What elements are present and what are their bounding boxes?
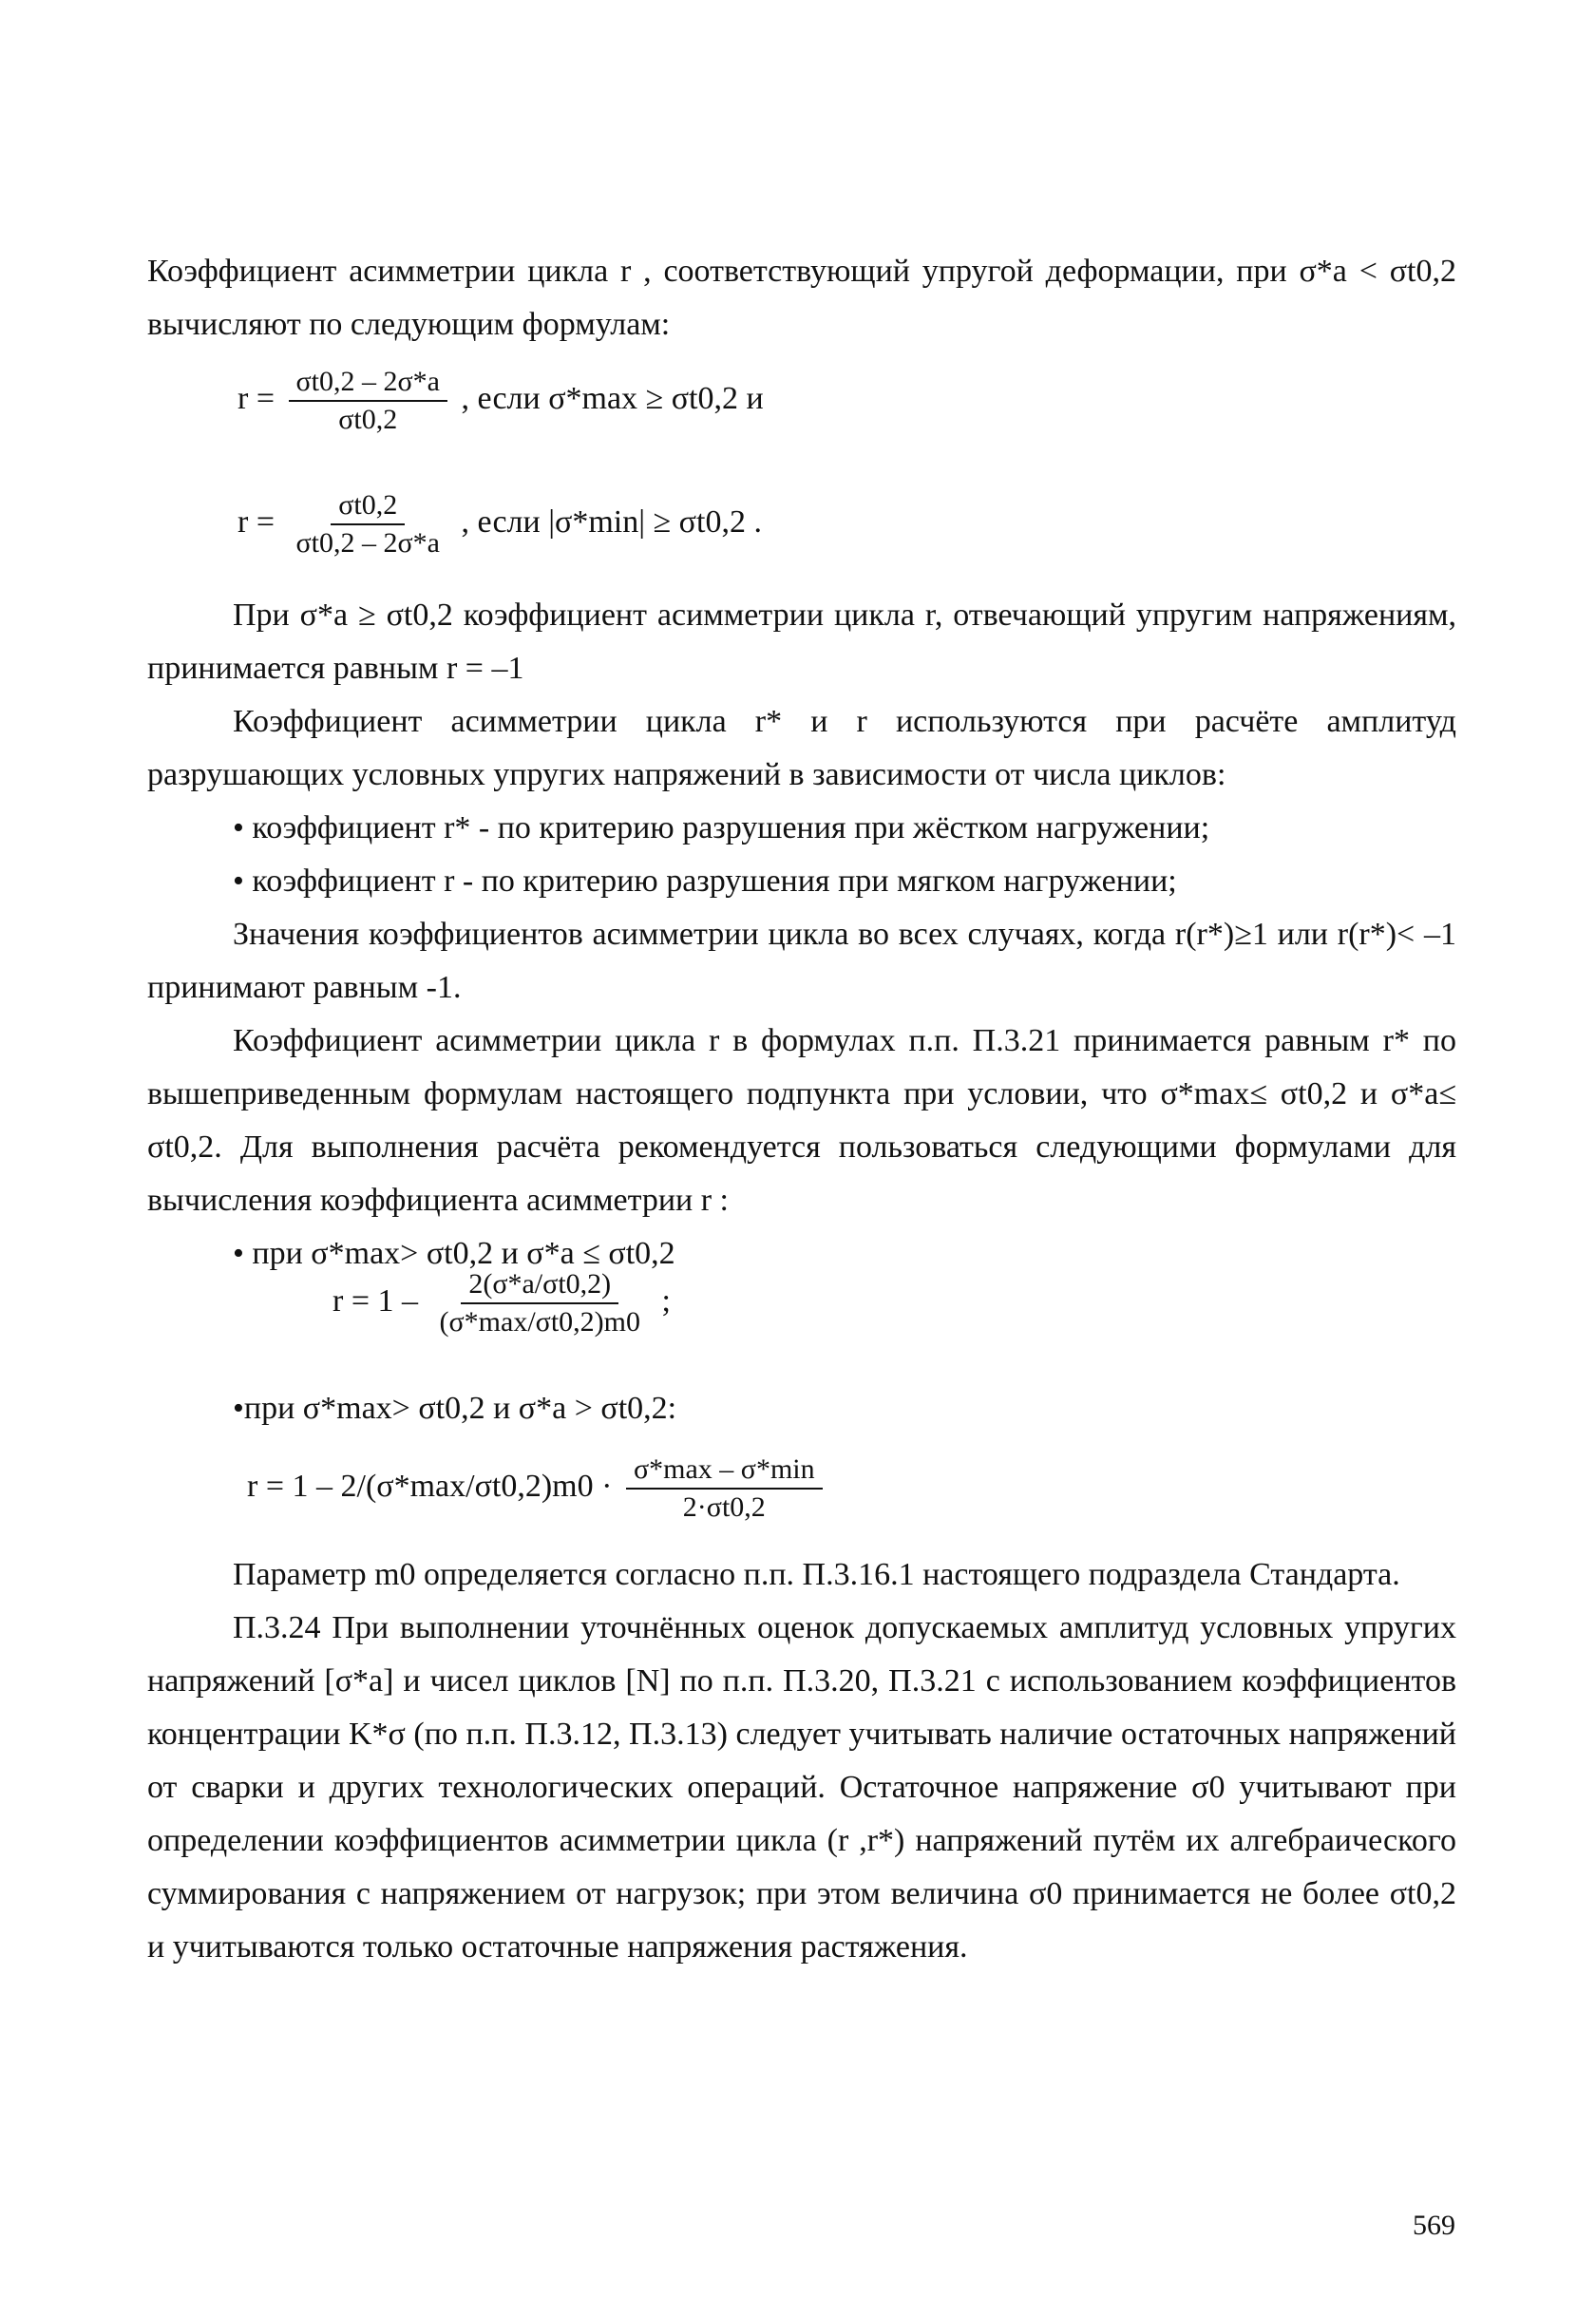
paragraph-m0: Параметр m0 определяется согласно п.п. П.3.16.1 настоящего подраздела Стандарта. [233, 1557, 1400, 1592]
paragraph-p3-24: П.3.24 При выполнении уточнённых оценок допускаемых амплитуд условных упругих напряжений [σ*a] и чисел циклов [N] по п.п. П.3.20, П.3.21 с использованием коэффициентов концентрации K*σ (по п.п. П.3.12, П.3.13) следует учитывать наличие остаточных напряжений от сварки и других технологических операций. Остаточное напряжение σ0 учитывают при определении коэффициентов асимметрии цикла (r ,r*) напряжений путём их алгебраического суммирования с напряжением от нагрузок; при этом величина σ0 принимается не более σt0,2 и учитываются только остаточные напряжения растяжения. [147, 1610, 1456, 1965]
formula-r-4: r = 1 – 2/(σ*max/σt0,2)m0 · $\frac{\sigma*\max - \sigma*\min}{2\cdot\sigma t0,2}$ [247, 1453, 828, 1524]
paragraph-intro: Коэффициент асимметрии цикла r , соответствующий упругой деформации, при σ*a < σt0,2 вычисляют по следующим формулам: [147, 254, 1456, 342]
formula-r-1: r = $\frac{\sigma t0,2 - 2\sigma*a}{\sigma t0,2}$ , если σ*max ≥ σt0,2 и [238, 366, 764, 435]
text-block-top [147, 245, 1456, 351]
formula-r-2: r = $\frac{\sigma t0,2}{\sigma t0,2 - 2\sigma*a}$ , если |σ*min| ≥ σt0,2 . [238, 489, 762, 559]
bullet-r-star: • коэффициент r* - по критерию разрушения при жёстком нагружении; [233, 810, 1210, 845]
formula-r-3: r = 1 – $\frac{2(\sigma*a/\sigma t0,2)}{(\sigma*\max/\sigma t0,2)m0}$ ; [332, 1268, 671, 1338]
page-number: 569 [1413, 2210, 1455, 2241]
paragraph-formulas: Коэффициент асимметрии цикла r в формулах п.п. П.3.21 принимается равным r* по вышеприведенным формулам настоящего подпункта при условии, что σ*max≤ σt0,2 и σ*a≤ σt0,2. Для выполнения расчёта рекомендуется пользоваться следующими формулами для вычисления коэффициента асимметрии r : [147, 1023, 1456, 1218]
text-block-middle [147, 589, 1456, 1281]
paragraph-usage: Коэффициент асимметрии цикла r* и r используются при расчёте амплитуд разрушающих условных упругих напряжений в зависимости от числа циклов: [147, 704, 1456, 792]
condition-1: • при σ*max> σt0,2 и σ*a ≤ σt0,2 [233, 1236, 675, 1271]
text-block-bottom [147, 1548, 1456, 1974]
text-block-condition-2 [147, 1382, 1456, 1435]
paragraph-equal-minus-one: При σ*a ≥ σt0,2 коэффициент асимметрии цикла r, отвечающий упругим напряжениям, принимается равным r = –1 [147, 598, 1456, 686]
paragraph-values: Значения коэффициентов асимметрии цикла во всех случаях, когда r(r*)≥1 или r(r*)< –1 принимают равным -1. [147, 917, 1456, 1005]
bullet-r: • коэффициент r - по критерию разрушения при мягком нагружении; [233, 864, 1177, 899]
condition-2: •при σ*max> σt0,2 и σ*a > σt0,2: [233, 1391, 677, 1426]
